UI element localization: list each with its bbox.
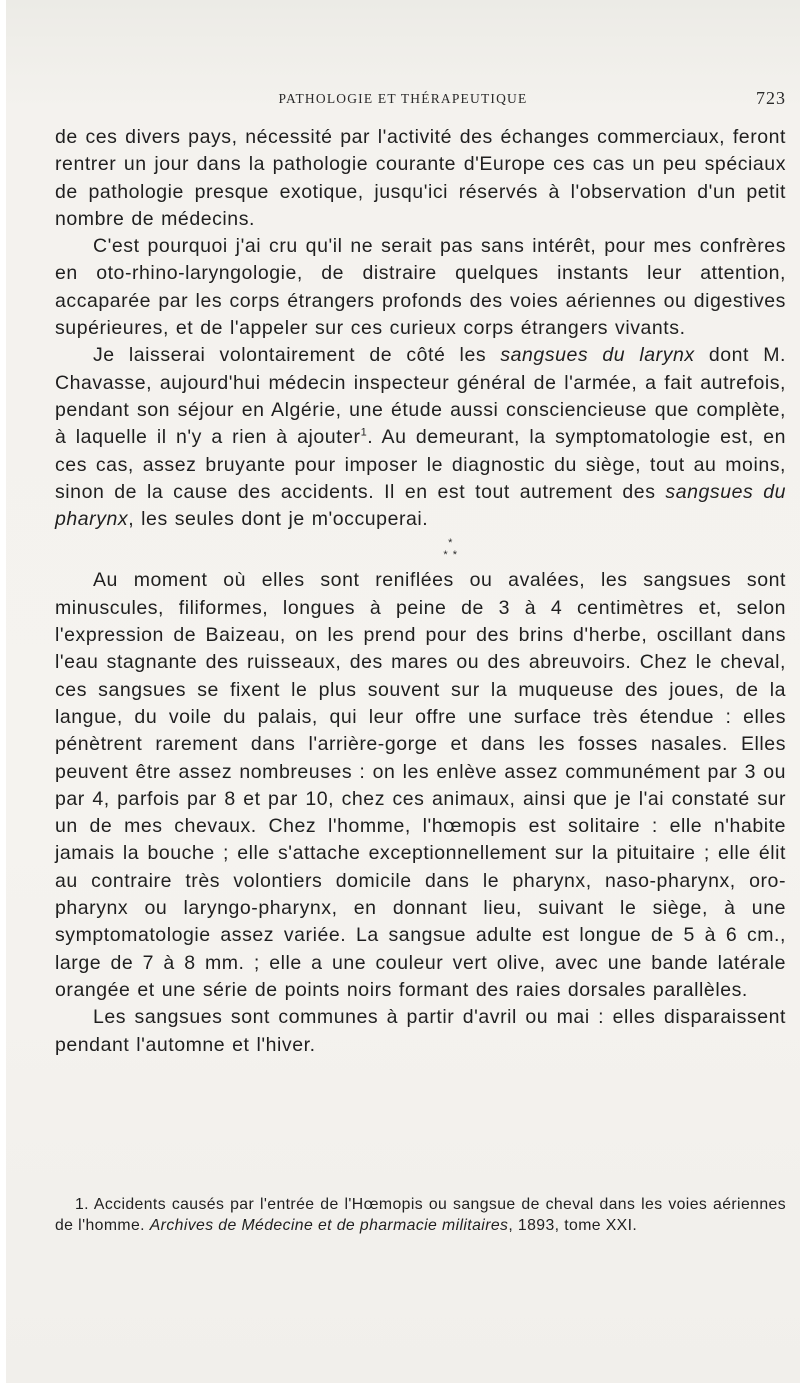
footnote-entry [55,1194,786,1236]
paragraph-3 [55,342,786,533]
main-text [55,124,786,1059]
footnote-text: Accidents causés par l'entrée de l'Hœmopis ou sangsue de cheval dans les voies aériennes de l'homme. [55,1196,786,1234]
larynx-leeches-term: sangsues du larynx [500,344,695,367]
running-head [6,88,800,111]
paragraph-3-text-a: Je laisserai volontairement de côté les [93,344,501,367]
running-title: PATHOLOGIE ET THÉRAPEUTIQUE [278,91,528,106]
pharynx-leeches-term: sangsues du pharynx [55,480,786,531]
footnote [55,1194,786,1236]
paragraph-1: de ces divers pays, nécessité par l'activité des échanges commerciaux, feront rentrer un jour dans la pathologie courante d'Europe ces cas un peu spéciaux de pathologie presque exotique, jusqu'ici réservés à l'observation d'un petit nombre de médecins. [55,126,786,230]
paragraph-3-text-c: . Au demeurant, la symptomatologie est, en ces cas, assez bruyante pour imposer le diagnostic du siège, tout au moins, sinon de la cause des accidents. Il en est tout autrement des [55,426,786,503]
section-separator [55,537,786,561]
footnote-reference: 1 [360,426,368,439]
paragraph-4: Au moment où elles sont reniflées ou avalées, les sangsues sont minuscules, filiformes, longues à peine de 3 à 4 centimètres et, selon l'expression de Baizeau, on les prend pour des brins d'herbe, oscillant dans l'eau stagnante des ruisseaux, des mares ou des abreuvoirs. Chez le cheval, ces sangsues se fixent le plus souvent sur la muqueuse des joues, de la langue, du voile du palais, qui leur offre une surface très étendue : elles pénètrent rarement dans l'arrière-gorge et dans les fosses nasales. Elles peuvent être assez nombreuses : on les enlève assez communément par 3 ou par 4, parfois par 8 et par 10, chez ces animaux, ainsi que je l'ai constaté sur un de mes chevaux. Chez l'homme, l'hœmopis est solitaire : elle n'habite jamais la bouche ; elle s'attache exceptionnellement sur la pituitaire ; elle élit au contraire très volontiers domicile dans le pharynx, naso-pharynx, oro-pharynx ou laryngo-pharynx, en donnant lieu, suivant le siège, à une symptomatologie assez variée. La sangsue adulte est longue de 5 à 6 cm., large de 7 à 8 mm. ; elle a une couleur vert olive, avec une bande latérale orangée et une série de points noirs formant des raies dorsales parallèles. [55,569,786,1001]
separator-stars-bottom: * * [443,549,458,562]
footnote-source: Archives de Médecine et de pharmacie militaires [149,1217,509,1234]
page-number: 723 [756,88,786,108]
paragraph-3-text-b: dont M. Chavasse, aujourd'hui médecin inspecteur général de l'armée, a fait autrefois, pendant son séjour en Algérie, une étude aussi consciencieuse que complète, à laquelle il n'y a rien à ajouter [55,344,786,449]
book-page [6,0,800,1383]
footnote-number: 1. [75,1196,89,1213]
separator-star-top: * [448,537,453,550]
paragraph-2: C'est pourquoi j'ai cru qu'il ne serait pas sans intérêt, pour mes confrères en oto-rhino-laryngologie, de distraire quelques instants leur attention, accaparée par les corps étrangers profonds des voies aériennes ou digestives supérieures, et de l'appeler sur ces curieux corps étrangers vivants. [55,235,786,340]
paragraph-3-text-d: , les seules dont je m'occuperai. [128,508,429,531]
footnote-details: , 1893, tome XXI. [508,1217,638,1234]
paragraph-5: Les sangsues sont communes à partir d'avril ou mai : elles disparaissent pendant l'automne et l'hiver. [55,1006,786,1056]
